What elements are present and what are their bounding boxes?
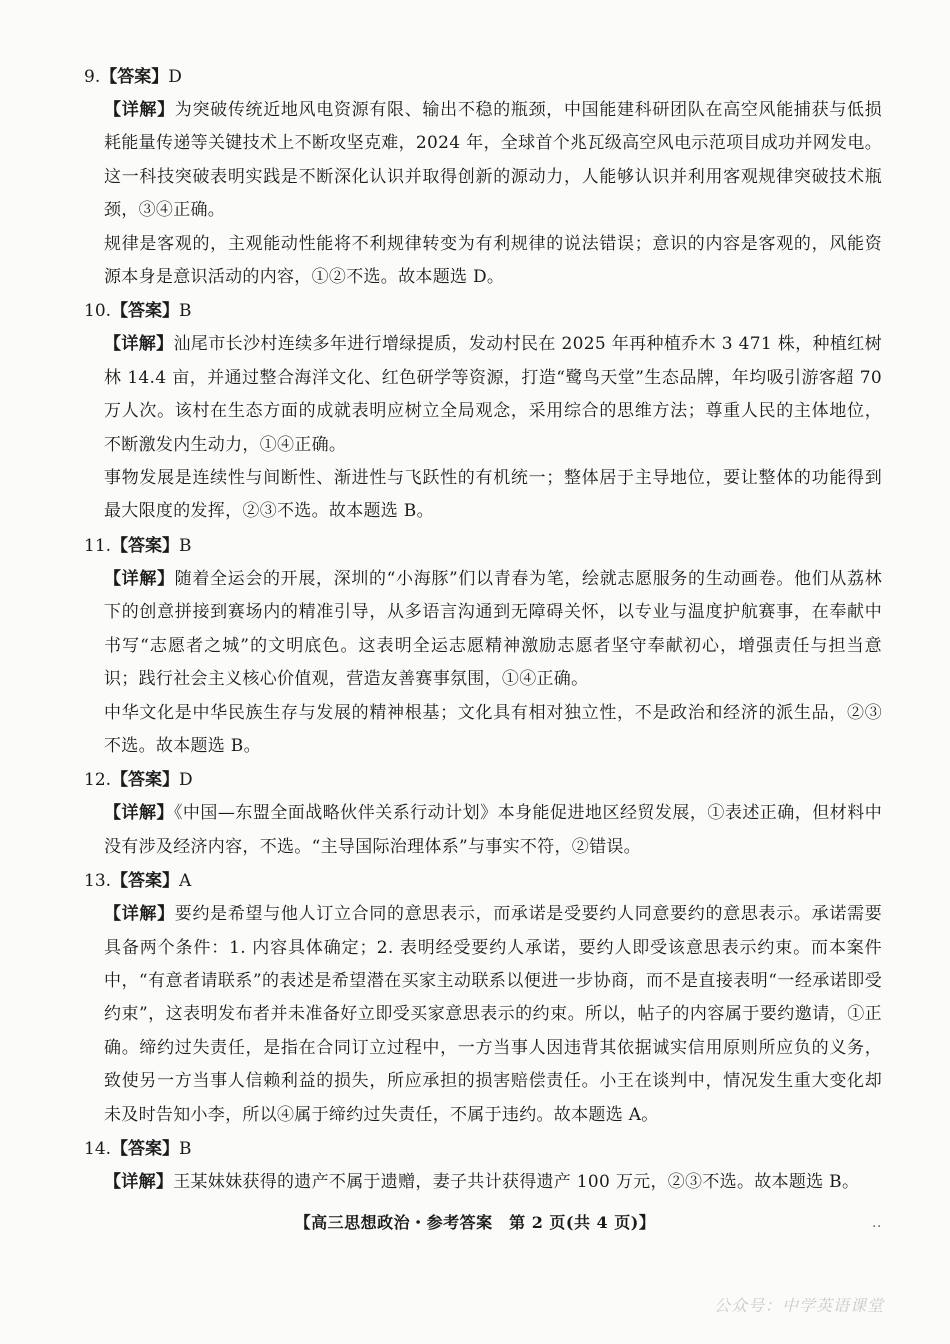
answer-tag: 【答案】 [111,871,180,892]
detail-paragraph [104,1166,882,1199]
detail-tag: 【详解】 [104,100,175,120]
detail-paragraph [104,563,882,697]
answer-tag: 【答案】 [111,301,180,322]
answer-line [84,60,884,94]
detail-text: 《中国—东盟全面战略伙伴关系行动计划》本身能促进地区经贸发展，①表述正确，但材料中没有涉及经济内容，不选。“主导国际治理体系”与事实不符，②错误。 [104,803,882,857]
detail-tag: 【详解】 [104,904,175,925]
page-footer [0,1208,950,1238]
detail-paragraph [104,94,882,228]
answer-choice: B [179,1138,192,1159]
detail-paragraph [104,797,882,864]
question-10 [84,294,884,528]
note-paragraph: 中华文化是中华民族生存与发展的精神根基；文化具有相对独立性，不是政治和经济的派生品，②③不选。故本题选 B。 [104,702,882,756]
answer-choice: D [179,770,193,791]
answer-choice: D [168,67,182,87]
question-number: 9. [84,67,101,87]
question-13 [84,864,884,1132]
note-paragraph: 事物发展是连续性与间断性、渐进性与飞跃性的有机统一；整体居于主导地位，要让整体的功能得到最大限度的发挥，②③不选。故本题选 B。 [104,468,882,522]
question-number: 10. [84,301,112,322]
answer-line [84,763,884,797]
answer-line [84,529,884,563]
answer-choice: B [179,301,192,322]
detail-tag: 【详解】 [104,1171,174,1192]
detail-text: 随着全运会的开展，深圳的“小海豚”们以青春为笔，绘就志愿服务的生动画卷。他们从荔林下的创意拼接到赛场内的精准引导，从多语言沟通到无障碍关怀，以专业与温度护航赛事，在奉献中书写“志愿者之城”的文明底色。这表明全运志愿精神激励志愿者坚守奉献初心，增强责任与担当意识；践行社会主义核心价值观，营造友善赛事氛围，①④正确。 [104,568,882,690]
answer-choice: A [179,871,192,892]
answer-line [84,864,884,898]
question-number: 13. [84,871,112,892]
detail-text: 要约是希望与他人订立合同的意思表示，而承诺是受要约人同意要约的意思表示。承诺需要具备两个条件：1. 内容具体确定；2. 表明经受要约人承诺，要约人即受该意思表示约束。而本案件中，“有意者请联系”的表述是希望潜在买家主动联系以便进一步协商，而不是直接表明“一经承诺即受约束”，这表明发布者并未准备好立即受买家意思表示的约束。所以，帖子的内容属于要约邀请，①正确。缔约过失责任，是指在合同订立过程中，一方当事人因违背其依据诚实信用原则所应负的义务，致使另一方当事人信赖利益的损失，所应承担的损害赔偿责任。小王在谈判中，情况发生重大变化却未及时告知小李，所以④属于缔约过失责任，不属于违约。故本题选 A。 [104,904,882,1125]
answer-choice: B [179,535,192,556]
detail-tag: 【详解】 [104,568,175,589]
detail-text: 汕尾市长沙村连续多年进行增绿提质，发动村民在 2025 年再种植乔木 3 471 株，种植红树林 14.4 亩，并通过整合海洋文化、红色研学等资源，打造“鹭鸟天堂”生态品牌，年均吸引游客超 70 万人次。该村在生态方面的成就表明应树立全局观念，采用综合的思维方法；尊重人民的主体地位，不断激发内生动力，①④正确。 [104,334,882,455]
question-number: 14. [84,1138,112,1159]
answer-tag: 【答案】 [111,770,180,791]
note-paragraph: 规律是客观的，主观能动性能将不利规律转变为有利规律的说法错误；意识的内容是客观的，风能资源本身是意识活动的内容，①②不选。故本题选 D。 [104,233,882,288]
detail-text: 王某妹妹获得的遗产不属于遗赠，妻子共计获得遗产 100 万元，②③不选。故本题选 B。 [173,1171,860,1192]
answer-line [84,1132,884,1166]
detail-tag: 【详解】 [104,803,174,824]
watermark: 公众号：中学英语课堂 [713,1296,884,1315]
question-number: 12. [84,770,112,791]
detail-paragraph [104,898,882,1132]
question-number: 11. [84,535,112,556]
answer-tag: 【答案】 [111,1138,180,1159]
footer-text: 【高三思想政治・参考答案 第 2 页(共 4 页)】 [294,1213,656,1232]
answer-tag: 【答案】 [100,67,169,87]
question-14 [84,1132,884,1199]
answer-tag: 【答案】 [111,535,180,556]
footer-marks: .. [872,1215,882,1231]
detail-paragraph [104,328,882,462]
question-11 [84,529,884,763]
question-9 [84,60,884,294]
answer-list [84,60,884,1199]
detail-text: 为突破传统近地风电资源有限、输出不稳的瓶颈，中国能建科研团队在高空风能捕获与低损耗能量传递等关键技术上不断攻坚克难，2024 年，全球首个兆瓦级高空风电示范项目成功并网发电。这一科技突破表明实践是不断深化认识并取得创新的源动力，人能够认识并利用客观规律突破技术瓶颈，③④正确。 [104,100,882,221]
answer-line [84,294,884,328]
detail-tag: 【详解】 [104,334,174,355]
question-12 [84,763,884,864]
